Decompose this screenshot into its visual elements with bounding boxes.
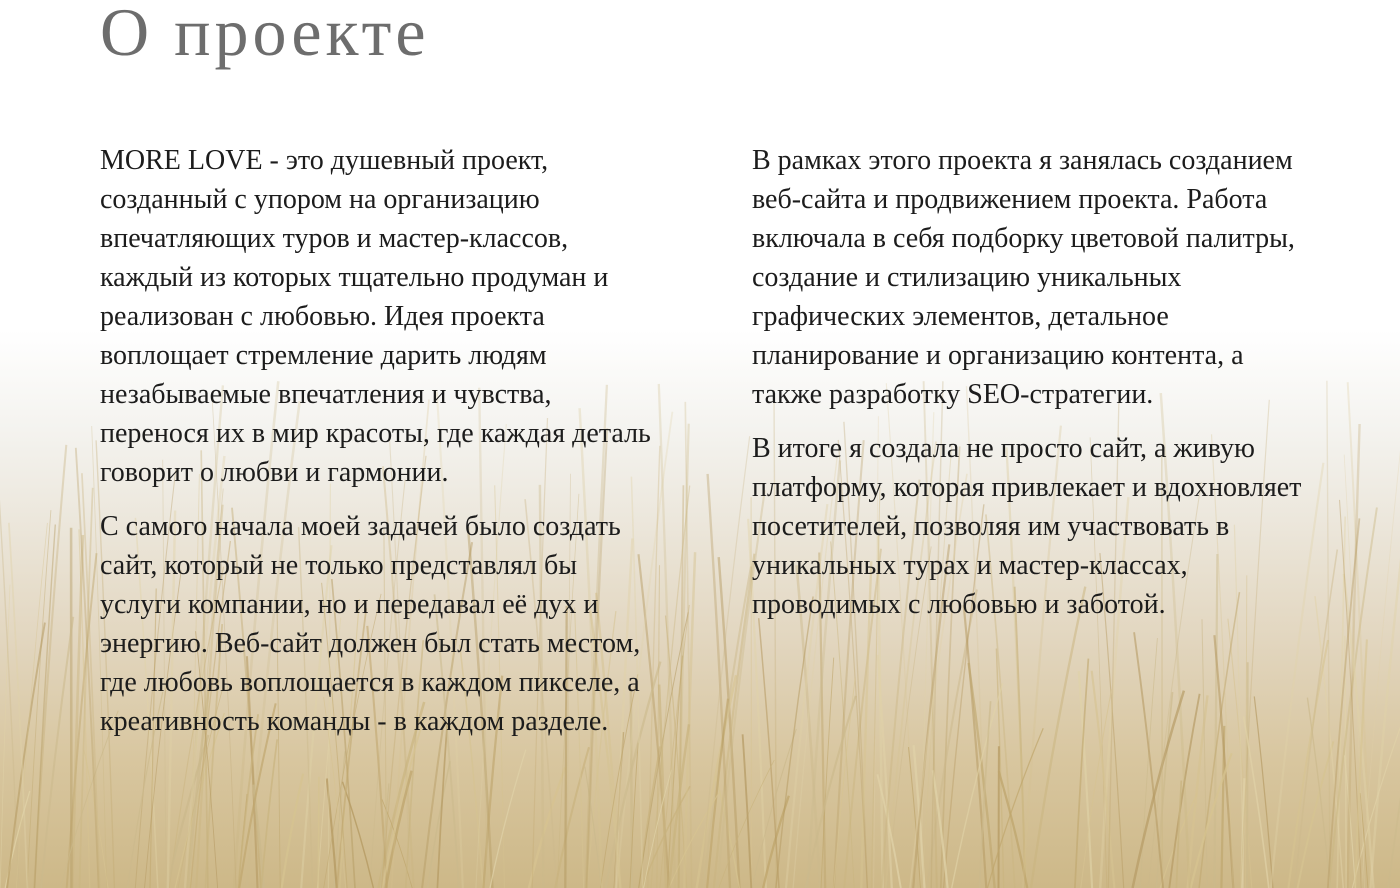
left-text-column: [100, 141, 660, 756]
right-paragraph-2: В итоге я создала не просто сайт, а живую платформу, которая привлекает и вдохновляет посетителей, позволяя им участвовать в уникальных турах и мастер-классах, проводимых с любовью и заботой.: [752, 433, 1302, 620]
right-paragraph-1: В рамках этого проекта я занялась созданием веб-сайта и продвижением проекта. Работа включала в себя подборку цветовой палитры, создание и стилизацию уникальных графических элементов, детальное планирование и организацию контента, а также разработку SEO-стратегии.: [752, 145, 1295, 410]
right-text-column: [752, 141, 1312, 639]
page-title: О проекте: [100, 0, 430, 70]
left-paragraph-2: С самого начала моей задачей было создать сайт, который не только представлял бы услуги компании, но и передавал её дух и энергию. Веб-сайт должен был стать местом, где любовь воплощается в каждом пикселе, а креативность команды - в каждом разделе.: [100, 511, 641, 737]
left-paragraph-1: MORE LOVE - это душевный проект, созданный с упором на организацию впечатляющих туров и мастер-классов, каждый из которых тщательно продуман и реализован с любовью. Идея проекта воплощает стремление дарить людям незабываемые впечатления и чувства, перенося их в мир красоты, где каждая деталь говорит о любви и гармонии.: [100, 145, 651, 488]
